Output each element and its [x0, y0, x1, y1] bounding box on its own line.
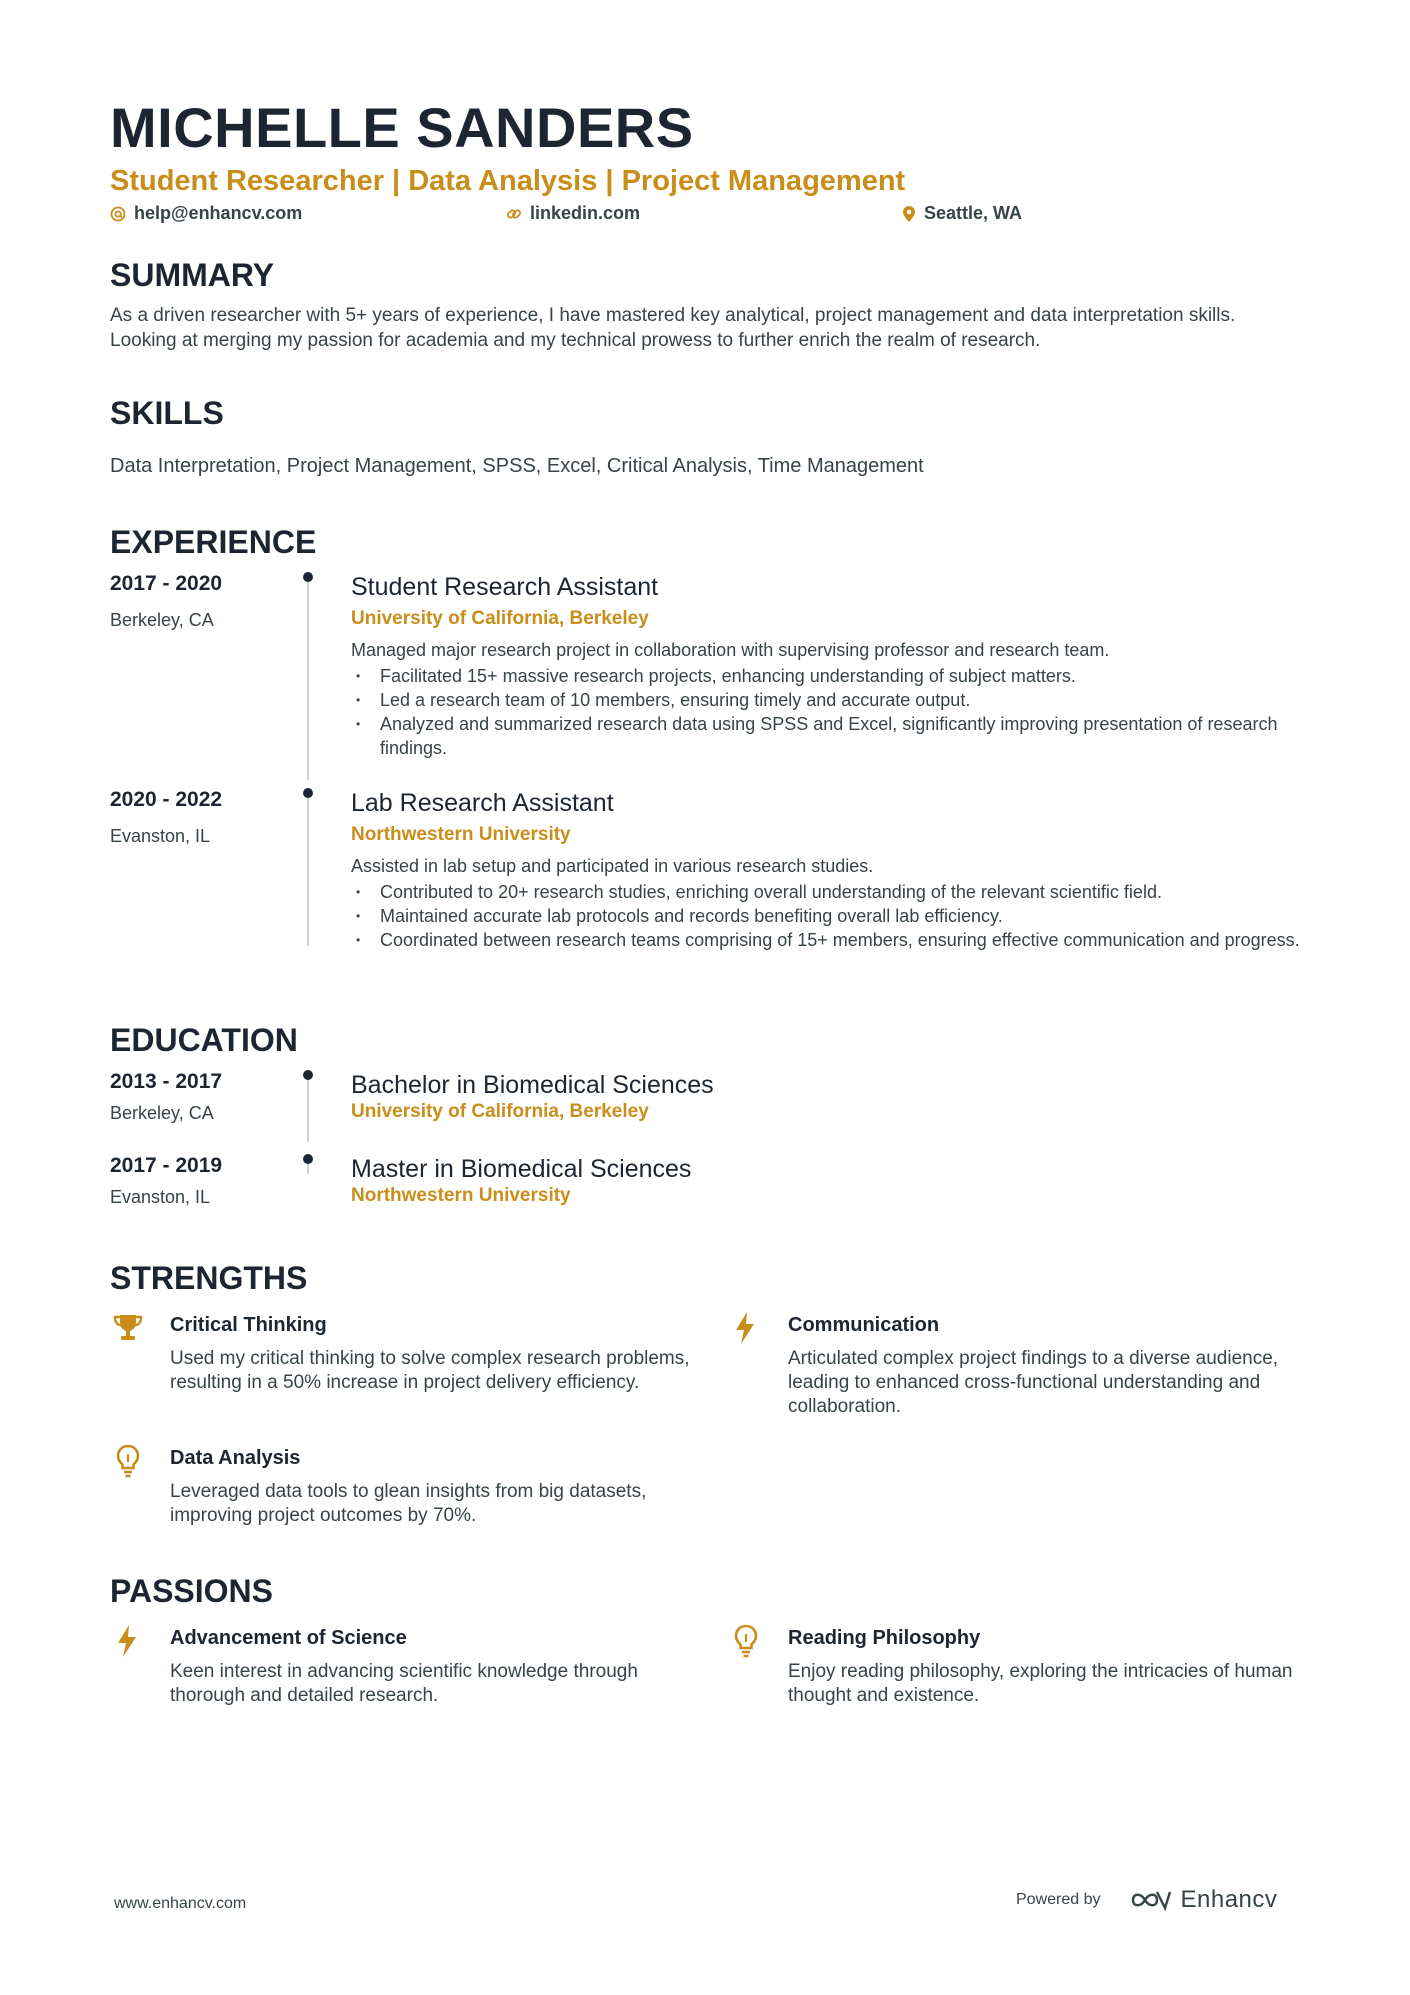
- bullet-item: • Coordinated between research teams comprising of 15+ members, ensuring effective communication and progress.: [351, 928, 1311, 952]
- experience-entry: [110, 572, 1305, 782]
- bullet-item: • Facilitated 15+ massive research projects, enhancing understanding of subject matters.: [351, 664, 1311, 688]
- entry-role: Lab Research Assistant: [351, 789, 614, 817]
- passion-title: Advancement of Science: [170, 1627, 407, 1649]
- entry-content: [351, 1070, 1311, 1124]
- contact-link[interactable]: [506, 203, 640, 224]
- entry-location: Berkeley, CA: [110, 610, 214, 630]
- headline: Student Researcher | Data Analysis | Project Management: [110, 165, 906, 197]
- enhancv-logo-icon: [1125, 1887, 1171, 1913]
- strength-text: Articulated complex project findings to a diverse audience, leading to enhanced cross-functional understanding and collaboration.: [788, 1348, 1279, 1417]
- contact-email[interactable]: [110, 203, 302, 224]
- lightbulb-icon: [110, 1443, 146, 1479]
- timeline-dot: [303, 788, 313, 798]
- lightning-icon: [728, 1310, 764, 1346]
- location-pin-icon: [902, 205, 916, 223]
- strength-text: Used my critical thinking to solve complex research problems, resulting in a 50% increase in project delivery efficiency.: [170, 1348, 690, 1393]
- entry-date: 2017 - 2020: [110, 572, 223, 595]
- skills-section: [110, 393, 1305, 478]
- timeline-dot: [303, 1070, 313, 1080]
- experience-entry: [110, 788, 1305, 998]
- brand-name: Enhancv: [1180, 1886, 1278, 1913]
- strengths-title: STRENGTHS: [110, 1260, 308, 1296]
- strengths-section: [110, 1258, 1305, 1526]
- entry-location: Berkeley, CA: [110, 1103, 214, 1123]
- at-icon: [110, 206, 126, 222]
- lightbulb-icon: [728, 1623, 764, 1659]
- email-text: help@enhancv.com: [134, 203, 303, 223]
- footer-branding[interactable]: [1016, 1886, 1277, 1914]
- contact-location: [902, 203, 1022, 224]
- timeline-dot: [303, 572, 313, 582]
- entry-content: [351, 572, 1311, 760]
- bullet-item: • Contributed to 20+ research studies, enriching overall understanding of the relevant scientific field.: [351, 880, 1311, 904]
- entry-date: 2020 - 2022: [110, 788, 223, 811]
- skills-title: SKILLS: [110, 395, 224, 431]
- experience-title: EXPERIENCE: [110, 524, 317, 560]
- entry-bullets: [351, 664, 1311, 760]
- passions-title: PASSIONS: [110, 1573, 273, 1609]
- entry-description: Managed major research project in collaboration with supervising professor and research team.: [351, 640, 1110, 660]
- timeline-dot: [303, 1154, 313, 1164]
- timeline-rail: [307, 580, 309, 780]
- link-text: linkedin.com: [530, 203, 641, 223]
- lightning-icon: [110, 1623, 146, 1659]
- trophy-icon: [110, 1310, 146, 1346]
- entry-role: Student Research Assistant: [351, 573, 659, 601]
- entry-organization: University of California, Berkeley: [351, 1101, 649, 1122]
- link-icon: [506, 206, 522, 222]
- experience-section: [110, 522, 1305, 950]
- skills-text: Data Interpretation, Project Management, SPSS, Excel, Critical Analysis, Time Management: [110, 455, 924, 477]
- entry-organization: Northwestern University: [351, 1185, 571, 1206]
- powered-by-text: Powered by: [1016, 1891, 1101, 1908]
- bullet-item: • Analyzed and summarized research data using SPSS and Excel, significantly improving presentation of research findings.: [351, 712, 1311, 760]
- summary-text: As a driven researcher with 5+ years of experience, I have mastered key analytical, project management and data interpretation skills. Looking at merging my passion for academia and my technical prowess to further enrich the realm of research.: [110, 305, 1236, 351]
- strength-title: Data Analysis: [170, 1447, 301, 1469]
- entry-location: Evanston, IL: [110, 826, 211, 846]
- summary-title: SUMMARY: [110, 257, 275, 293]
- strength-title: Communication: [788, 1314, 940, 1336]
- contact-bar: [110, 203, 1305, 231]
- entry-degree: Master in Biomedical Sciences: [351, 1155, 692, 1183]
- passion-title: Reading Philosophy: [788, 1627, 981, 1649]
- strength-title: Critical Thinking: [170, 1314, 327, 1336]
- education-section: [110, 1020, 1305, 1207]
- passion-text: Keen interest in advancing scientific knowledge through thorough and detailed research.: [170, 1661, 638, 1706]
- entry-location: Evanston, IL: [110, 1187, 211, 1207]
- footer-website[interactable]: www.enhancv.com: [114, 1895, 247, 1912]
- resume-page: [110, 95, 1305, 1706]
- bullet-item: • Maintained accurate lab protocols and records benefiting overall lab efficiency.: [351, 904, 1311, 928]
- passions-section: [110, 1571, 1305, 1706]
- entry-degree: Bachelor in Biomedical Sciences: [351, 1071, 714, 1099]
- location-text: Seattle, WA: [924, 203, 1023, 223]
- entry-date: 2013 - 2017: [110, 1070, 223, 1093]
- entry-content: [351, 788, 1311, 952]
- passion-text: Enjoy reading philosophy, exploring the intricacies of human thought and existence.: [788, 1661, 1293, 1706]
- entry-description: Assisted in lab setup and participated in various research studies.: [351, 856, 874, 876]
- entry-date: 2017 - 2019: [110, 1154, 223, 1177]
- entry-organization: Northwestern University: [351, 824, 571, 845]
- timeline-rail: [307, 796, 309, 946]
- entry-bullets: [351, 880, 1311, 952]
- education-entry: [110, 1154, 1305, 1224]
- bullet-item: • Led a research team of 10 members, ensuring timely and accurate output.: [351, 688, 1311, 712]
- entry-content: [351, 1154, 1311, 1208]
- entry-organization: University of California, Berkeley: [351, 608, 649, 629]
- strength-text: Leveraged data tools to glean insights from big datasets, improving project outcomes by 70%.: [170, 1481, 647, 1526]
- education-entry: [110, 1070, 1305, 1140]
- candidate-name: MICHELLE SANDERS: [110, 96, 694, 159]
- education-title: EDUCATION: [110, 1022, 298, 1058]
- summary-section: [110, 255, 1305, 353]
- timeline-rail: [307, 1078, 309, 1142]
